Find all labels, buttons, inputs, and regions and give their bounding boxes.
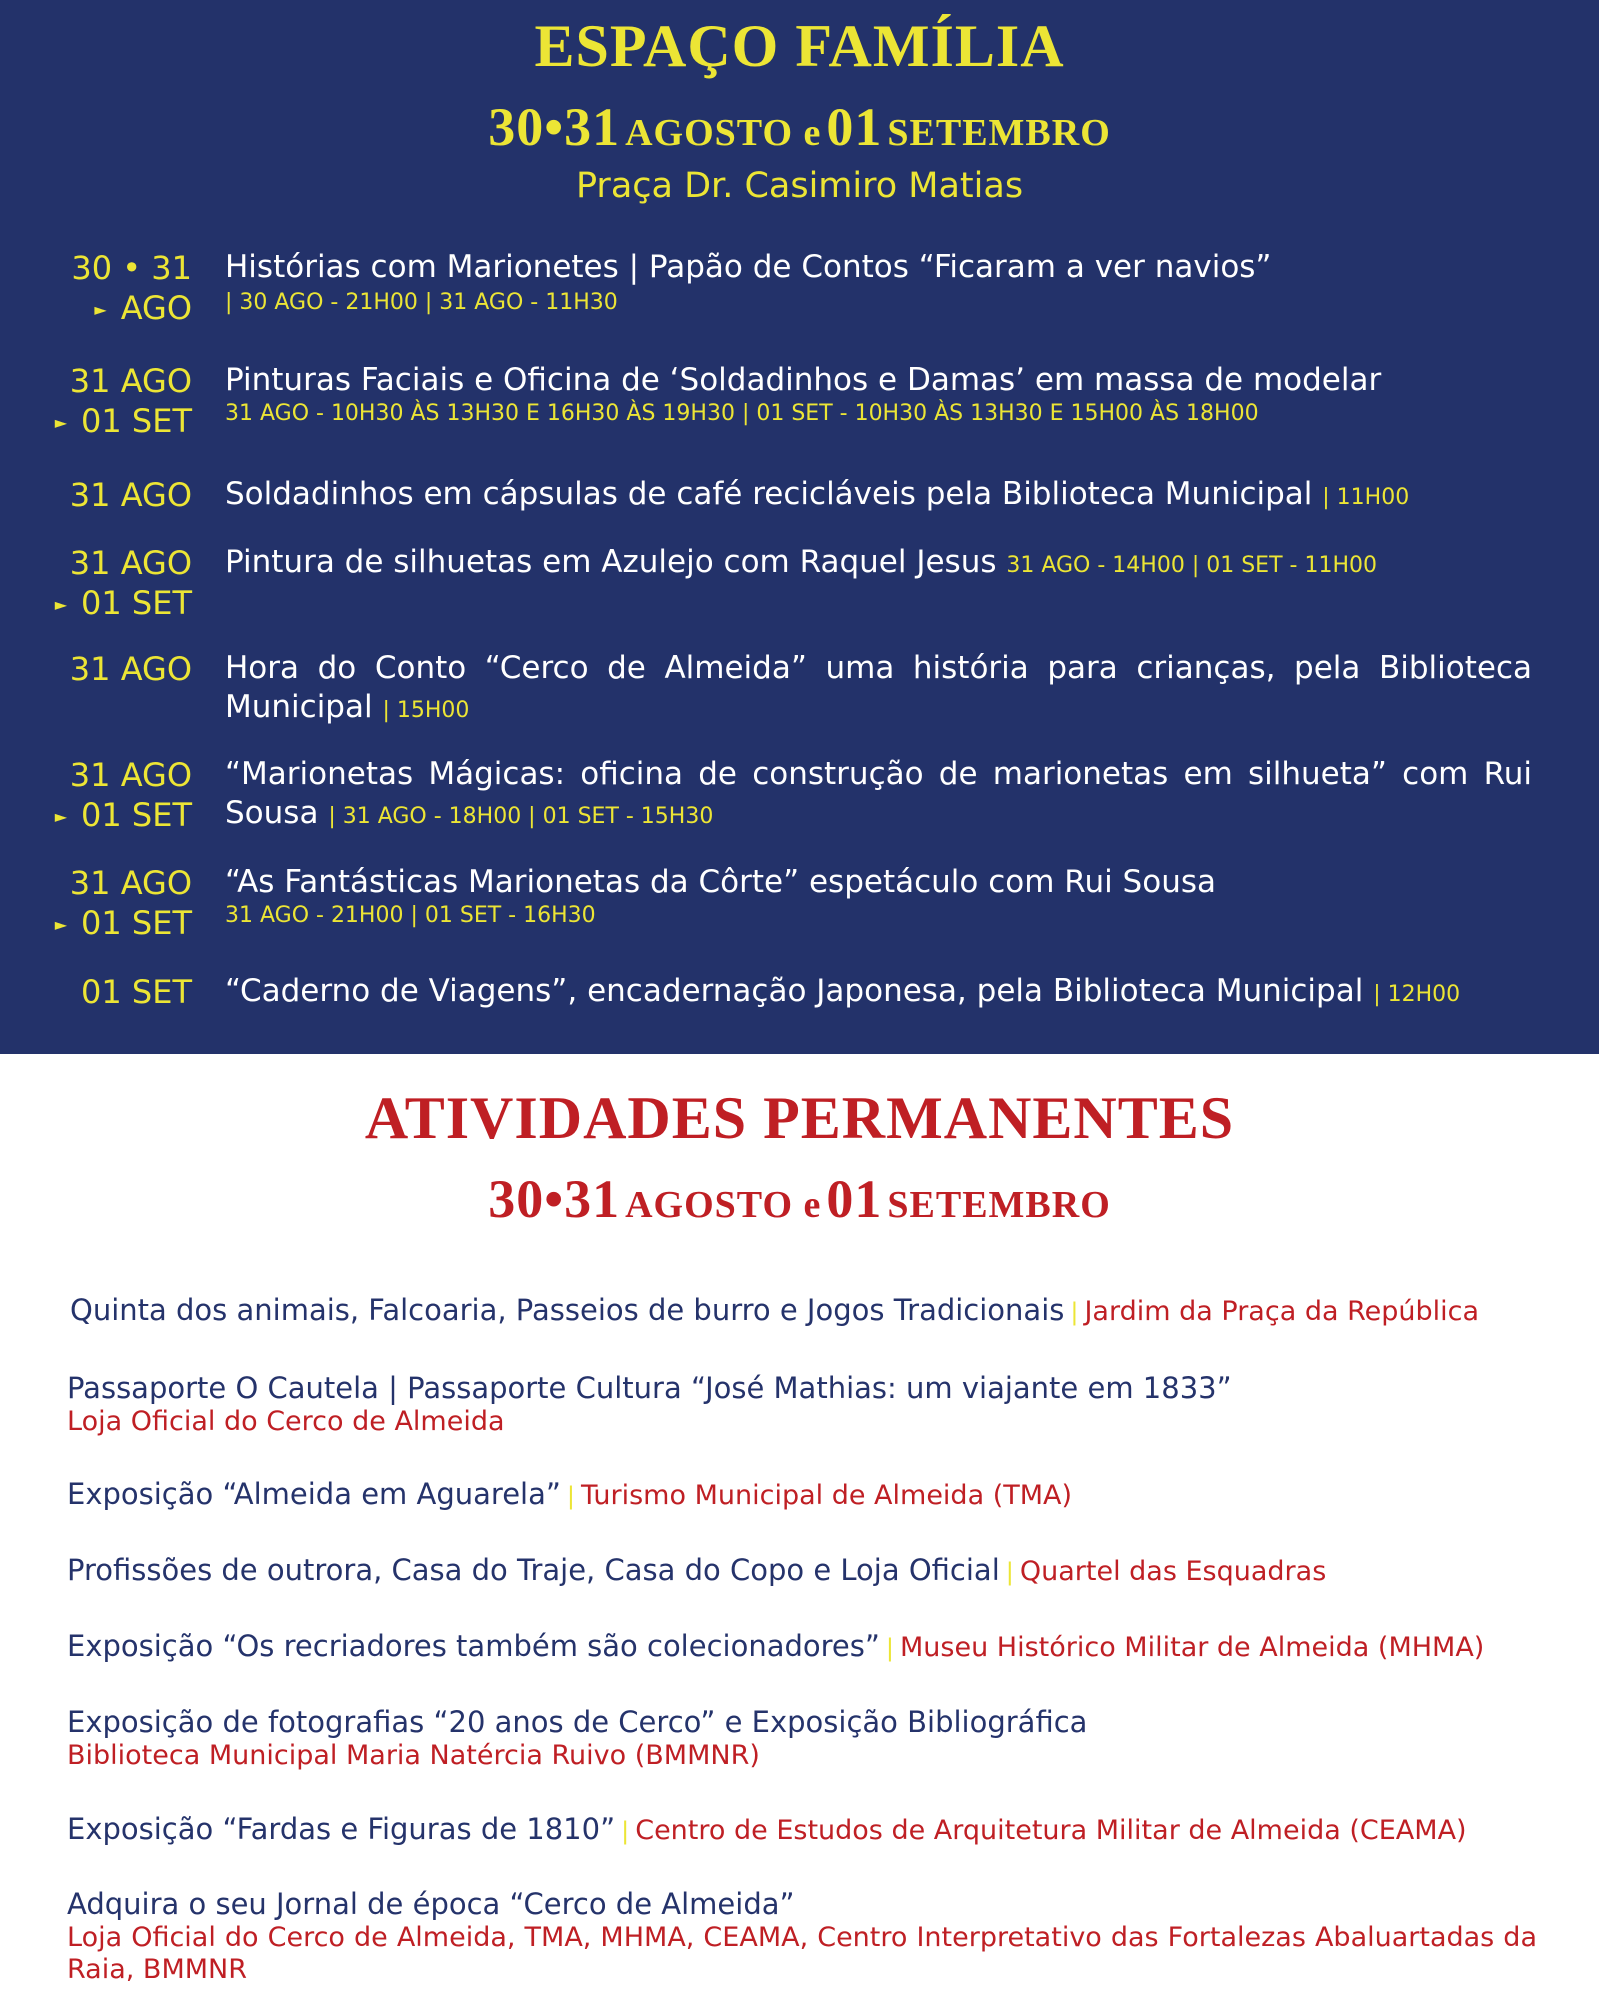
event-item — [225, 361, 1532, 428]
event-title: Hora do Conto “Cerco de Almeida” uma história para crianças, pela Biblioteca Municipal — [225, 650, 1532, 725]
event-date — [55, 361, 192, 443]
event-title: Soldadinhos em cápsulas de café recicláveis pela Biblioteca Municipal — [225, 476, 1313, 512]
arrow-icon: ► — [54, 595, 68, 614]
event-title: “Caderno de Viagens”, encadernação Japonesa, pela Biblioteca Municipal — [225, 973, 1364, 1009]
event-schedule: 31 AGO - 14H00 | 01 SET - 11H00 — [1006, 553, 1377, 578]
permanent-item-location: Biblioteca Municipal Maria Natércia Ruivo (BMMNR) — [67, 1740, 760, 1771]
event-date-end: 01 SET — [81, 904, 192, 942]
permanent-item-text: Quinta dos animais, Falcoaria, Passeios de burro e Jogos Tradicionais — [70, 1293, 1065, 1327]
event-item — [225, 863, 1532, 930]
event-date — [70, 475, 192, 515]
event-item — [225, 972, 1532, 1014]
permanent-item — [67, 1476, 1537, 1514]
separator: | — [1005, 1558, 1014, 1586]
permanent-item-location: Centro de Estudos de Arquitetura Militar de Almeida (CEAMA) — [635, 1815, 1467, 1846]
event-date-line — [55, 795, 192, 837]
event-title: “Marionetas Mágicas: oficina de construção de marionetas em silhueta” com Rui Sousa — [225, 756, 1532, 831]
permanent-item-location: Museu Histórico Militar de Almeida (MHMA) — [900, 1632, 1485, 1663]
event-date — [70, 649, 192, 689]
event-schedule: | 11H00 — [1322, 485, 1410, 510]
arrow-icon: ► — [94, 300, 107, 319]
permanent-title: ATIVIDADES PERMANENTES — [364, 1085, 1235, 1151]
dates-big-1: 30•31 — [488, 97, 621, 157]
event-schedule: 31 AGO - 10H30 ÀS 13H30 E 16H30 ÀS 19H30 | 01 SET - 10H30 ÀS 13H30 E 15H00 ÀS 18H00 — [225, 401, 1259, 426]
event-schedule: 31 AGO - 21H00 | 01 SET - 16H30 — [225, 903, 596, 928]
event-date-line: 31 AGO — [69, 544, 192, 582]
permanent-item — [67, 1886, 1537, 1986]
separator: | — [885, 1634, 894, 1662]
event-item — [225, 543, 1532, 585]
event-schedule: | 12H00 — [1373, 982, 1461, 1007]
event-schedule: | 30 AGO - 21H00 | 31 AGO - 11H30 — [225, 290, 618, 315]
dates-small-1: AGOSTO e — [625, 112, 822, 154]
event-title: Pinturas Faciais e Oficina de ‘Soldadinhos e Damas’ em massa de modelar — [225, 362, 1382, 398]
event-date-end: 01 SET — [81, 402, 192, 440]
permanent-item-text: Exposição “Os recriadores também são colecionadores” — [67, 1629, 880, 1663]
event-title: Histórias com Marionetes | Papão de Contos “Ficaram a ver navios” — [225, 249, 1272, 285]
event-date — [71, 248, 192, 330]
event-date-line: 31 AGO — [69, 362, 192, 400]
dates-big-1: 30•31 — [488, 1169, 621, 1229]
event-date-end: 01 SET — [81, 796, 192, 834]
permanent-dates — [0, 1168, 1599, 1230]
event-title: “As Fantásticas Marionetas da Côrte” espetáculo com Rui Sousa — [225, 864, 1217, 900]
event-item — [225, 475, 1532, 517]
permanent-item — [67, 1811, 1537, 1849]
permanent-item-text: Profissões de outrora, Casa do Traje, Casa do Copo e Loja Oficial — [67, 1553, 1000, 1587]
event-date-line: 01 SET — [81, 973, 192, 1011]
permanent-item — [67, 1370, 1537, 1438]
event-schedule: | 31 AGO - 18H00 | 01 SET - 15H30 — [328, 804, 714, 829]
dates-small-2: SETEMBRO — [887, 112, 1111, 154]
event-item — [225, 649, 1532, 730]
separator: | — [1070, 1298, 1079, 1326]
dates-big-2: 01 — [826, 1169, 883, 1229]
venue: Praça Dr. Casimiro Matias — [575, 166, 1024, 206]
permanent-item-location: Jardim da Praça da República — [1084, 1296, 1480, 1327]
page-title: ESPAÇO FAMÍLIA — [534, 13, 1065, 79]
permanent-item-location: Loja Oficial do Cerco de Almeida — [67, 1406, 505, 1437]
permanent-item-text: Exposição de fotografias “20 anos de Cerco” e Exposição Bibliográfica — [67, 1705, 1088, 1739]
event-date-line: 30 • 31 — [71, 249, 192, 287]
permanent-item-location: Quartel das Esquadras — [1019, 1556, 1327, 1587]
permanent-item — [67, 1704, 1537, 1772]
event-date-end: AGO — [120, 289, 192, 327]
event-date — [55, 755, 192, 837]
permanent-item — [67, 1552, 1537, 1590]
event-item — [225, 755, 1532, 836]
event-date-line — [71, 288, 192, 330]
event-date — [81, 972, 192, 1012]
arrow-icon: ► — [54, 915, 68, 934]
event-date-line — [55, 401, 192, 443]
dates-small-2: SETEMBRO — [887, 1184, 1111, 1226]
event-date-line: 31 AGO — [69, 756, 192, 794]
event-title: Pintura de silhuetas em Azulejo com Raquel Jesus — [225, 544, 997, 580]
event-date-line — [55, 583, 192, 625]
permanent-item-text: Passaporte O Cautela | Passaporte Cultura “José Mathias: um viajante em 1833” — [67, 1371, 1232, 1405]
event-date-line: 31 AGO — [69, 864, 192, 902]
event-date — [55, 863, 192, 945]
event-date-end: 01 SET — [81, 584, 192, 622]
event-date — [55, 543, 192, 625]
permanent-item — [70, 1292, 1540, 1330]
event-date-line: 31 AGO — [69, 650, 192, 688]
event-item — [225, 248, 1532, 319]
header-dates — [0, 96, 1599, 158]
dates-big-2: 01 — [826, 97, 883, 157]
separator: | — [621, 1817, 630, 1845]
permanent-item-text: Adquira o seu Jornal de época “Cerco de Almeida” — [67, 1887, 795, 1921]
arrow-icon: ► — [54, 413, 68, 432]
event-date-line: 31 AGO — [69, 476, 192, 514]
event-date-line — [55, 903, 192, 945]
permanent-item-text: Exposição “Almeida em Aguarela” — [67, 1477, 561, 1511]
permanent-item-text: Exposição “Fardas e Figuras de 1810” — [67, 1812, 616, 1846]
permanent-item — [67, 1628, 1537, 1666]
permanent-item-location: Turismo Municipal de Almeida (TMA) — [581, 1480, 1073, 1511]
event-schedule: | 15H00 — [382, 698, 470, 723]
dates-small-1: AGOSTO e — [625, 1184, 822, 1226]
separator: | — [566, 1482, 575, 1510]
permanent-item-location: Loja Oficial do Cerco de Almeida, TMA, MHMA, CEAMA, Centro Interpretativo das Fortalezas Abaluartadas da Raia, BMMNR — [67, 1922, 1537, 1985]
arrow-icon: ► — [54, 807, 68, 826]
